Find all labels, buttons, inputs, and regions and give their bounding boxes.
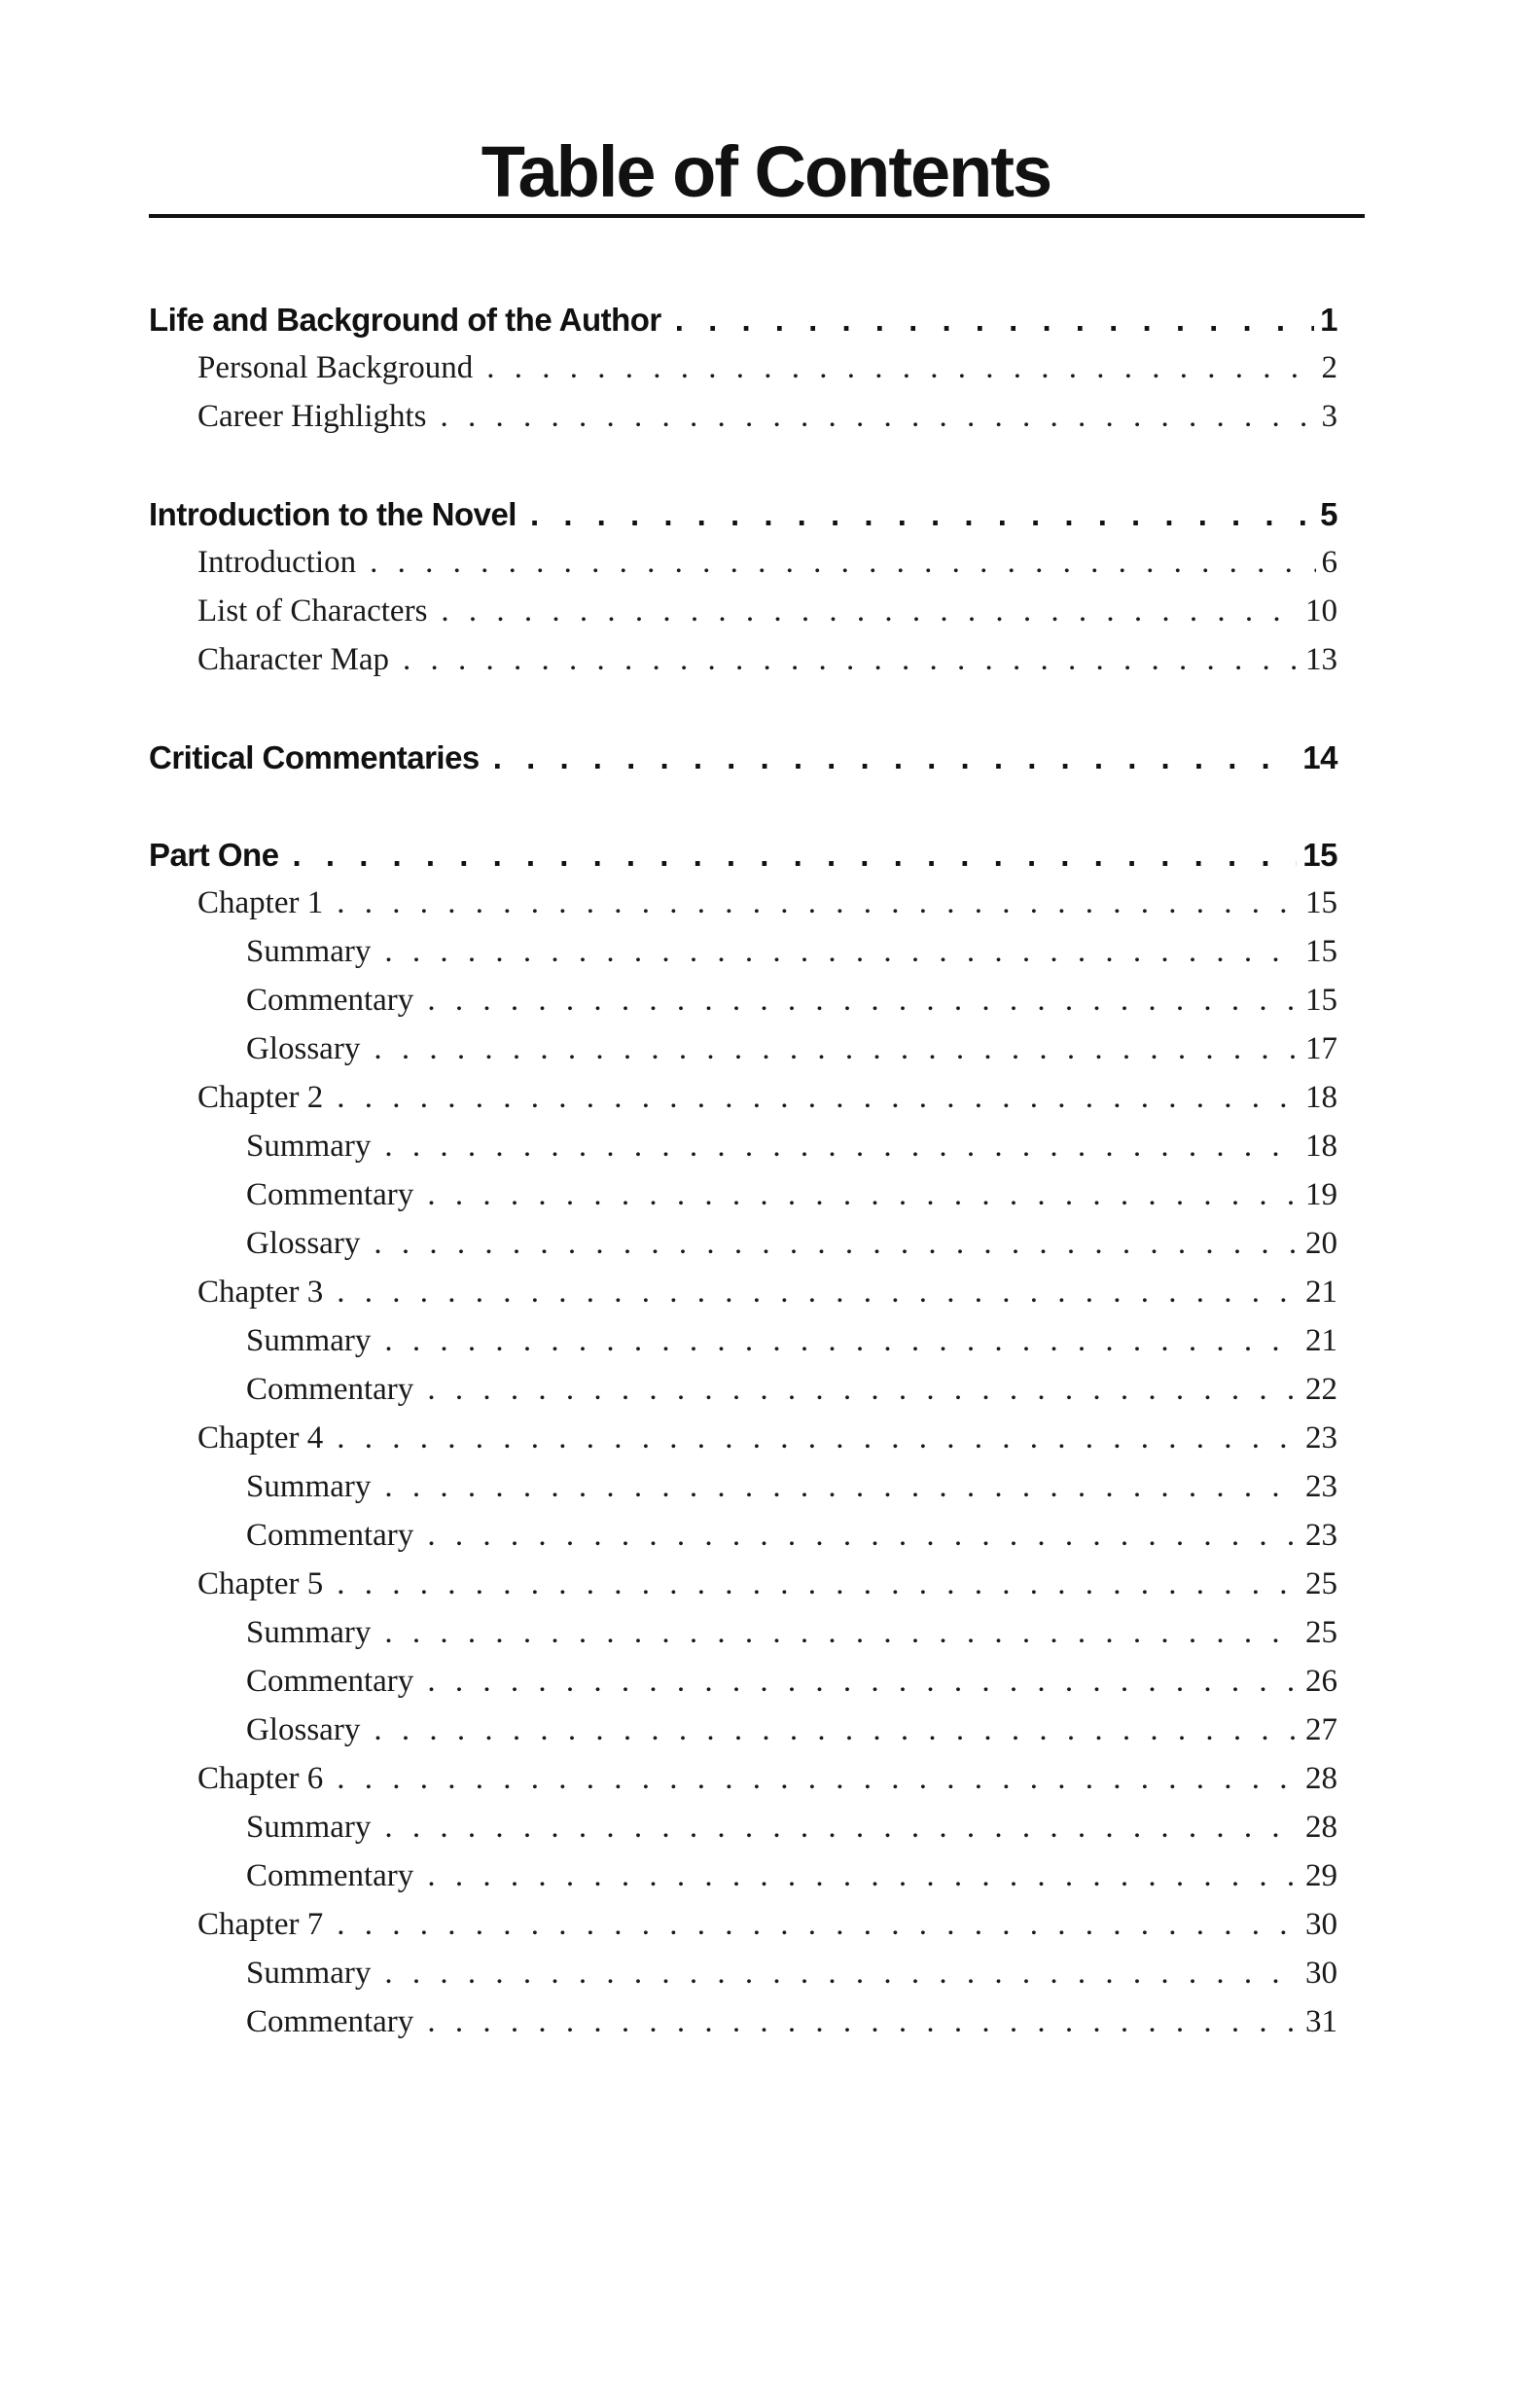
toc-entry-label: Summary — [246, 1956, 372, 1991]
toc-entry-label: Commentary — [246, 2004, 414, 2039]
dot-leader — [427, 983, 1300, 1019]
toc-entry[interactable] — [149, 545, 1337, 593]
toc-section-heading[interactable] — [149, 496, 1337, 545]
page-number: 29 — [1305, 1858, 1337, 1893]
page-number: 3 — [1321, 399, 1337, 434]
page-number: 15 — [1305, 885, 1337, 920]
toc-entry-label: Glossary — [246, 1226, 361, 1261]
toc-subentry[interactable] — [149, 1469, 1337, 1518]
toc-entry-label: Career Highlights — [197, 399, 427, 434]
page-number: 1 — [1320, 302, 1337, 338]
toc-entry-label: Commentary — [246, 1518, 414, 1553]
dot-leader — [530, 496, 1314, 533]
page-number: 26 — [1305, 1664, 1337, 1699]
dot-leader — [384, 1615, 1300, 1651]
dot-leader — [403, 642, 1300, 678]
toc-subentry[interactable] — [149, 1031, 1337, 1080]
toc-entry-label: Commentary — [246, 983, 414, 1018]
page-number: 25 — [1305, 1615, 1337, 1650]
toc-entry-label: Character Map — [197, 642, 389, 677]
page-number: 30 — [1305, 1956, 1337, 1991]
dot-leader — [384, 1810, 1300, 1846]
toc-entry[interactable] — [149, 885, 1337, 934]
dot-leader — [427, 2004, 1300, 2040]
dot-leader — [493, 739, 1297, 776]
table-of-contents — [149, 302, 1337, 2053]
toc-subentry[interactable] — [149, 1177, 1337, 1226]
toc-entry-label: Introduction — [197, 545, 357, 580]
page-number: 23 — [1305, 1420, 1337, 1456]
dot-leader — [374, 1712, 1300, 1748]
toc-entry-label: Chapter 7 — [197, 1907, 324, 1942]
toc-entry[interactable] — [149, 1080, 1337, 1129]
toc-entry-label: Summary — [246, 1323, 372, 1358]
dot-leader — [337, 1566, 1300, 1602]
page-number: 30 — [1305, 1907, 1337, 1942]
dot-leader — [427, 1858, 1300, 1894]
dot-leader — [384, 1469, 1300, 1505]
page-number: 19 — [1305, 1177, 1337, 1212]
page-number: 27 — [1305, 1712, 1337, 1747]
toc-subentry[interactable] — [149, 1810, 1337, 1858]
toc-subentry[interactable] — [149, 2004, 1337, 2053]
page-number: 28 — [1305, 1761, 1337, 1796]
toc-entry[interactable] — [149, 1275, 1337, 1323]
toc-subentry[interactable] — [149, 934, 1337, 983]
dot-leader — [370, 545, 1315, 581]
page-number: 2 — [1321, 350, 1337, 385]
toc-entry-label: Chapter 5 — [197, 1566, 324, 1601]
toc-entry-label: Chapter 4 — [197, 1420, 324, 1456]
toc-subentry[interactable] — [149, 1712, 1337, 1761]
toc-entry-label: Summary — [246, 934, 372, 969]
page-number: 6 — [1321, 545, 1337, 580]
toc-subentry[interactable] — [149, 1129, 1337, 1177]
dot-leader — [441, 399, 1316, 435]
page-number: 21 — [1305, 1275, 1337, 1310]
page-number: 10 — [1305, 593, 1337, 629]
toc-entry-label: Chapter 3 — [197, 1275, 324, 1310]
toc-subentry[interactable] — [149, 983, 1337, 1031]
dot-leader — [427, 1372, 1300, 1408]
toc-subentry[interactable] — [149, 1858, 1337, 1907]
dot-leader — [675, 302, 1314, 339]
toc-entry-label: Life and Background of the Author — [149, 302, 661, 338]
toc-entry-label: List of Characters — [197, 593, 428, 629]
page-number: 18 — [1305, 1129, 1337, 1164]
dot-leader — [337, 1080, 1300, 1116]
page-number: 17 — [1305, 1031, 1337, 1066]
toc-entry[interactable] — [149, 642, 1337, 691]
dot-leader — [486, 350, 1315, 386]
toc-entry-label: Summary — [246, 1810, 372, 1845]
toc-entry-label: Glossary — [246, 1712, 361, 1747]
toc-entry[interactable] — [149, 593, 1337, 642]
page-number: 15 — [1302, 837, 1337, 873]
toc-subentry[interactable] — [149, 1664, 1337, 1712]
toc-entry-label: Commentary — [246, 1372, 414, 1407]
dot-leader — [293, 837, 1298, 874]
toc-section-heading[interactable] — [149, 837, 1337, 885]
toc-entry-label: Commentary — [246, 1664, 414, 1699]
toc-subentry[interactable] — [149, 1323, 1337, 1372]
dot-leader — [384, 1956, 1300, 1992]
title-rule — [149, 214, 1365, 218]
page-number: 15 — [1305, 934, 1337, 969]
toc-section-heading[interactable] — [149, 302, 1337, 350]
dot-leader — [337, 1275, 1300, 1311]
toc-entry-label: Commentary — [246, 1177, 414, 1212]
toc-entry[interactable] — [149, 1566, 1337, 1615]
dot-leader — [337, 1907, 1300, 1943]
toc-entry-label: Chapter 1 — [197, 885, 324, 920]
page-number: 14 — [1302, 739, 1337, 775]
dot-leader — [384, 1129, 1300, 1165]
toc-entry-label: Summary — [246, 1615, 372, 1650]
toc-entry[interactable] — [149, 1907, 1337, 1956]
dot-leader — [337, 885, 1300, 921]
section-spacer — [149, 448, 1337, 496]
toc-entry-label: Personal Background — [197, 350, 474, 385]
toc-entry-label: Summary — [246, 1469, 372, 1504]
page-number: 13 — [1305, 642, 1337, 677]
dot-leader — [441, 593, 1300, 629]
page-number: 21 — [1305, 1323, 1337, 1358]
dot-leader — [374, 1226, 1300, 1262]
toc-entry[interactable] — [149, 1761, 1337, 1810]
toc-subentry[interactable] — [149, 1518, 1337, 1566]
toc-entry-label: Critical Commentaries — [149, 739, 480, 775]
section-spacer — [149, 788, 1337, 837]
section-spacer — [149, 691, 1337, 739]
dot-leader — [427, 1177, 1300, 1213]
dot-leader — [384, 934, 1300, 970]
toc-subentry[interactable] — [149, 1956, 1337, 2004]
page-number: 18 — [1305, 1080, 1337, 1115]
page-number: 5 — [1320, 496, 1337, 532]
toc-subentry[interactable] — [149, 1226, 1337, 1275]
page-number: 23 — [1305, 1518, 1337, 1553]
toc-subentry[interactable] — [149, 1372, 1337, 1420]
dot-leader — [337, 1420, 1300, 1456]
page-number: 25 — [1305, 1566, 1337, 1601]
toc-entry-label: Chapter 6 — [197, 1761, 324, 1796]
toc-entry-label: Chapter 2 — [197, 1080, 324, 1115]
dot-leader — [337, 1761, 1300, 1797]
toc-section-heading[interactable] — [149, 739, 1337, 788]
toc-entry-label: Part One — [149, 837, 279, 873]
page-number: 15 — [1305, 983, 1337, 1018]
toc-entry-label: Introduction to the Novel — [149, 496, 517, 532]
page-number: 23 — [1305, 1469, 1337, 1504]
page-number: 22 — [1305, 1372, 1337, 1407]
toc-entry-label: Summary — [246, 1129, 372, 1164]
toc-subentry[interactable] — [149, 1615, 1337, 1664]
page-title: Table of Contents — [481, 131, 1051, 212]
dot-leader — [384, 1323, 1300, 1359]
toc-entry[interactable] — [149, 1420, 1337, 1469]
page-number: 28 — [1305, 1810, 1337, 1845]
page-number: 20 — [1305, 1226, 1337, 1261]
toc-entry-label: Glossary — [246, 1031, 361, 1066]
toc-entry-label: Commentary — [246, 1858, 414, 1893]
toc-entry[interactable] — [149, 399, 1337, 448]
page-number: 31 — [1305, 2004, 1337, 2039]
toc-entry[interactable] — [149, 350, 1337, 399]
dot-leader — [374, 1031, 1300, 1067]
dot-leader — [427, 1518, 1300, 1554]
dot-leader — [427, 1664, 1300, 1700]
